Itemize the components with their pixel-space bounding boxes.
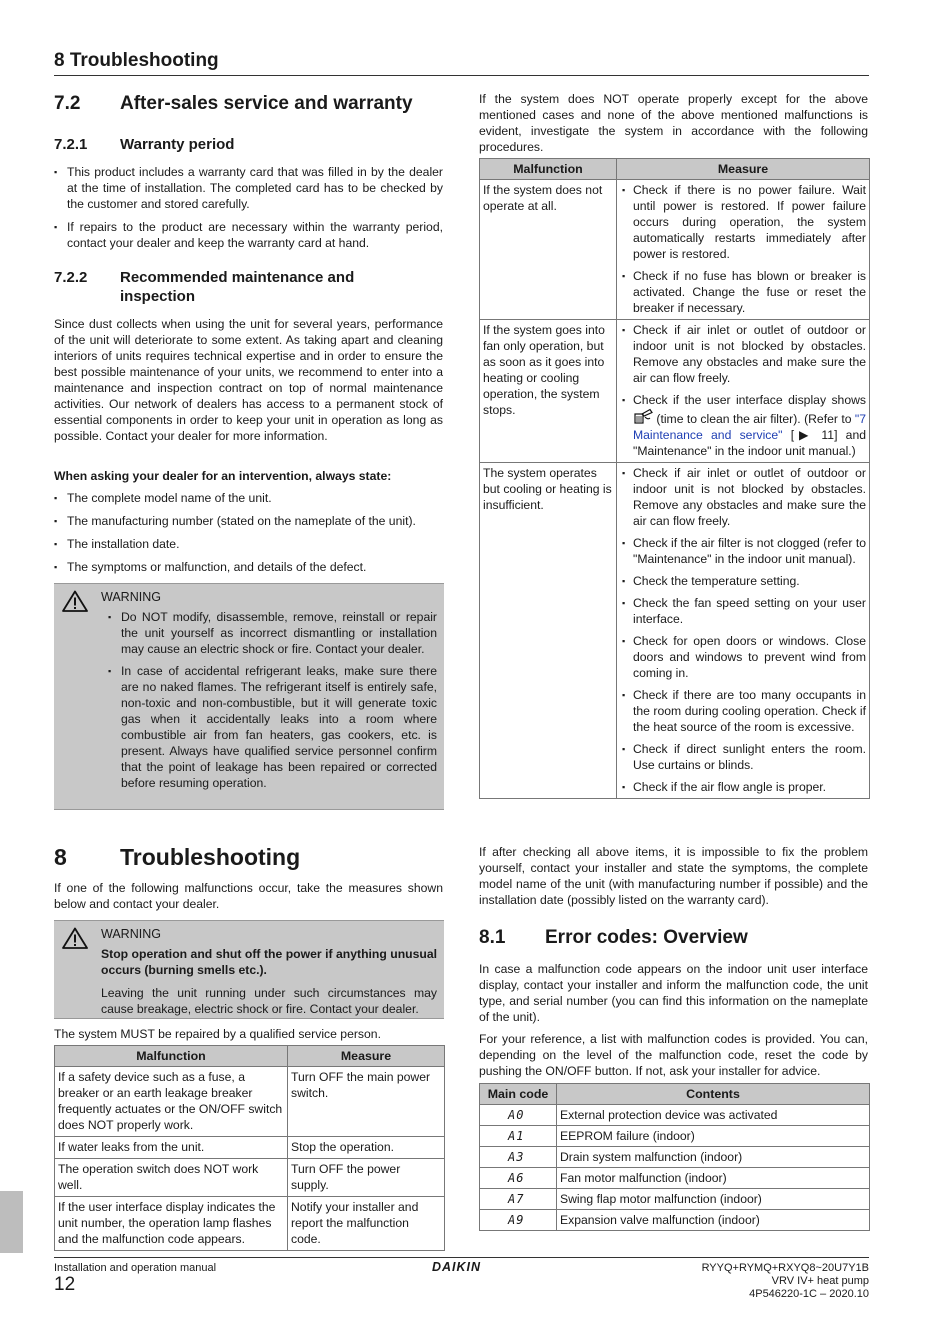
warning-box xyxy=(54,583,444,810)
intervention-heading: When asking your dealer for an intervention, always state: xyxy=(54,469,392,483)
malfunction-table xyxy=(54,1045,445,1251)
code-cell: A9 xyxy=(480,1210,557,1231)
measure-cell xyxy=(617,180,870,320)
column-header: Contents xyxy=(557,1084,870,1105)
model-number: RYYQ+RYMQ+RXYQ8~20U7Y1B xyxy=(701,1262,869,1274)
error-codes-paragraph: In case a malfunction code appears on the indoor unit user interface display, contact your installer and inform the malfunction code, the unit type, and serial number (you can find this information on the nameplate of the unit). xyxy=(479,962,868,1024)
section-title: After-sales service and warranty xyxy=(120,93,413,114)
measure-text: [▶ 11] and "Maintenance" in the indoor unit manual.) xyxy=(633,428,867,458)
contents-cell: Swing flap motor malfunction (indoor) xyxy=(557,1189,870,1210)
list-item: ▪ If repairs to the product are necessary within the warranty period, contact your dealer and keep the warranty card at hand. xyxy=(54,219,443,251)
measure-cell xyxy=(617,320,870,463)
table-row xyxy=(55,1197,445,1251)
code-cell: A7 xyxy=(480,1189,557,1210)
table-row xyxy=(55,1137,445,1159)
repair-note: The system MUST be repaired by a qualified service person. xyxy=(54,1027,381,1041)
warning-triangle-icon xyxy=(62,590,88,612)
header-rule xyxy=(54,75,869,76)
table-row xyxy=(55,1159,445,1197)
section-title: Warranty period xyxy=(120,136,235,153)
section-title: Recommended maintenance and inspection xyxy=(120,269,355,305)
section-title: Troubleshooting xyxy=(120,844,301,870)
section-number: 8.1 xyxy=(479,927,506,948)
section-8-heading xyxy=(54,843,444,871)
code-cell: A1 xyxy=(480,1126,557,1147)
list-item: ▪ The complete model name of the unit. xyxy=(54,490,443,506)
malfunction-cell: If the system goes into fan only operation, but as soon as it goes into heating or cooling operation, the system stops. xyxy=(480,320,617,463)
document-number: 4P546220-1C – 2020.10 xyxy=(749,1288,869,1300)
list-item: ▪ Check if no fuse has blown or breaker is activated. Change the fuse or reset the breaker if necessary. xyxy=(620,268,866,316)
table-row xyxy=(480,1126,870,1147)
column-header: Measure xyxy=(617,159,870,180)
contents-cell: Drain system malfunction (indoor) xyxy=(557,1147,870,1168)
section-7-2-2-heading xyxy=(54,268,444,308)
section-8-1-heading xyxy=(479,926,869,950)
warning-text: Leaving the unit running under such circumstances may cause breakage, electric shock or fire. Contact your dealer. xyxy=(101,986,437,1016)
list-item: ▪ Check the temperature setting. xyxy=(620,573,866,589)
list-item: ▪ Check if there is no power failure. Wait until power is restored. If power failure occurs during operation, the system automatically restarts immediately after power is restored. xyxy=(620,182,866,262)
measure-cell: Stop the operation. xyxy=(288,1137,445,1159)
after-table-paragraph: If after checking all above items, it is impossible to fix the problem yourself, contact your installer and state the symptoms, the complete model name of the unit (with manufacturing number if possible) and the installation date (possibly listed on the warranty card). xyxy=(479,845,868,907)
warning-list xyxy=(101,609,437,791)
intervention-list xyxy=(54,490,443,582)
list-item: ▪ This product includes a warranty card that was filled in by the dealer at the time of installation. The completed card has to be checked by the customer and stored carefully. xyxy=(54,164,443,212)
troubleshooting-table xyxy=(479,158,870,799)
list-item: ▪ The installation date. xyxy=(54,536,443,552)
list-item: ▪ Do NOT modify, disassemble, remove, reinstall or repair the unit yourself as incorrect dismantling or installation may cause an electric shock or fire. Contact your dealer. xyxy=(101,609,437,657)
malfunction-cell: If the system does not operate at all. xyxy=(480,180,617,320)
running-header: 8 Troubleshooting xyxy=(54,50,219,71)
warning-body xyxy=(101,609,437,797)
table-row xyxy=(480,1189,870,1210)
warning-triangle-icon xyxy=(62,927,88,949)
list-item: ▪ In case of accidental refrigerant leaks, make sure there are no naked flames. The refrigerant itself is entirely safe, non-toxic and non-combustible, but it will generate toxic gas when it accidentally leaks into a room where combustible air from fan heaters, gas cookers, etc. is present. Always have qualified service personnel confirm that the point of leakage has been repaired or corrected before resuming operation. xyxy=(101,663,437,791)
list-item: ▪ The manufacturing number (stated on the nameplate of the unit). xyxy=(54,513,443,529)
table-row xyxy=(480,463,870,799)
code-cell: A3 xyxy=(480,1147,557,1168)
contents-cell: Expansion valve malfunction (indoor) xyxy=(557,1210,870,1231)
troubleshooting-intro: If one of the following malfunctions occur, take the measures shown below and contact your dealer. xyxy=(54,881,443,911)
warning-box xyxy=(54,920,444,1019)
table-row xyxy=(55,1067,445,1137)
code-cell: A0 xyxy=(480,1105,557,1126)
right-intro: If the system does NOT operate properly except for the above mentioned cases and none of the above mentioned malfunctions is evident, investigate the system in accordance with the following procedures. xyxy=(479,92,868,154)
error-codes-paragraph: For your reference, a list with malfunction codes is provided. You can, depending on the level of the malfunction code, reset the code by pushing the ON/OFF button. If not, ask your installer for advice. xyxy=(479,1032,868,1078)
warning-title: WARNING xyxy=(101,927,161,941)
daikin-logo: DAIKIN xyxy=(432,1260,482,1274)
list-item: ▪ Check if air inlet or outlet of outdoor or indoor unit is not blocked by obstacles. Remove any obstacles and make sure the air can flow freely. xyxy=(620,322,866,386)
list-item: ▪ Check for open doors or windows. Close doors and windows to prevent wind from coming in. xyxy=(620,633,866,681)
section-number: 8 xyxy=(54,844,67,870)
malfunction-cell: If a safety device such as a fuse, a breaker or an earth leakage breaker frequently actuates or the ON/OFF switch does NOT properly work. xyxy=(55,1067,288,1137)
measure-cell: Notify your installer and report the malfunction code. xyxy=(288,1197,445,1251)
warning-title: WARNING xyxy=(101,590,161,604)
list-item: ▪ Check if air inlet or outlet of outdoor or indoor unit is not blocked by obstacles. Remove any obstacles and make sure the air can flow freely. xyxy=(620,465,866,529)
contents-cell: Fan motor malfunction (indoor) xyxy=(557,1168,870,1189)
product-line: VRV IV+ heat pump xyxy=(771,1275,869,1287)
contents-cell: External protection device was activated xyxy=(557,1105,870,1126)
table-row xyxy=(480,1168,870,1189)
column-header: Malfunction xyxy=(480,159,617,180)
column-header: Measure xyxy=(288,1046,445,1067)
footer-manual-title: Installation and operation manual xyxy=(54,1262,217,1274)
code-cell: A6 xyxy=(480,1168,557,1189)
list-item: ▪ Check if direct sunlight enters the room. Use curtains or blinds. xyxy=(620,741,866,773)
measure-cell: Turn OFF the power supply. xyxy=(288,1159,445,1197)
error-code-table xyxy=(479,1083,870,1231)
warranty-list xyxy=(54,164,443,258)
contents-cell: EEPROM failure (indoor) xyxy=(557,1126,870,1147)
list-item xyxy=(620,392,866,459)
malfunction-cell: The operation switch does NOT work well. xyxy=(55,1159,288,1197)
malfunction-cell: The system operates but cooling or heating is insufficient. xyxy=(480,463,617,799)
measure-cell xyxy=(617,463,870,799)
section-number: 7.2.2 xyxy=(54,269,88,286)
list-item: ▪ Check if the air filter is not clogged (refer to "Maintenance" in the indoor unit manual). xyxy=(620,535,866,567)
malfunction-cell: If water leaks from the unit. xyxy=(55,1137,288,1159)
column-header: Malfunction xyxy=(55,1046,288,1067)
maintenance-link[interactable]: "7 Maintenance and service" xyxy=(633,412,866,442)
section-title: Error codes: Overview xyxy=(545,927,748,948)
section-7-2-1-heading xyxy=(54,135,444,154)
footer-rule xyxy=(54,1257,869,1258)
list-item: ▪ Check if there are too many occupants in the room during cooling operation. Check if the heat source of the room is excessive. xyxy=(620,687,866,735)
page-number: 12 xyxy=(54,1274,76,1295)
column-header: Main code xyxy=(480,1084,557,1105)
measure-text: (time to clean the air filter). (Refer to xyxy=(656,412,852,426)
filter-clean-icon xyxy=(633,408,653,425)
section-7-2-heading xyxy=(54,92,444,116)
warning-bold-text: Stop operation and shut off the power if anything unusual occurs (burning smells etc.). xyxy=(101,947,437,977)
table-row xyxy=(480,180,870,320)
section-number: 7.2 xyxy=(54,93,81,114)
footer-model-info xyxy=(702,1262,869,1301)
table-row xyxy=(480,1210,870,1231)
section-number: 7.2.1 xyxy=(54,136,88,153)
table-row xyxy=(480,1105,870,1126)
side-tab xyxy=(0,1191,23,1253)
measure-cell: Turn OFF the main power switch. xyxy=(288,1067,445,1137)
list-item: ▪ Check the fan speed setting on your user interface. xyxy=(620,595,866,627)
list-item: ▪ The symptoms or malfunction, and details of the defect. xyxy=(54,559,443,575)
table-row xyxy=(480,1147,870,1168)
measure-text: Check if the user interface display shows xyxy=(633,393,866,407)
table-row xyxy=(480,320,870,463)
maintenance-paragraph: Since dust collects when using the unit for several years, performance of the unit will deteriorate to some extent. As taking apart and cleaning interiors of units requires technical expertise and in order to ensure the best possible maintenance of your units, we recommend to enter into a maintenance and inspection contract on top of normal maintenance activities. Our network of dealers has access to a permanent stock of essential components in order to keep your unit in operation as long as possible. Contact your dealer for more information. xyxy=(54,317,443,443)
list-item: ▪ Check if the air flow angle is proper. xyxy=(620,779,866,795)
malfunction-cell: If the user interface display indicates the unit number, the operation lamp flashes and the malfunction code appears. xyxy=(55,1197,288,1251)
